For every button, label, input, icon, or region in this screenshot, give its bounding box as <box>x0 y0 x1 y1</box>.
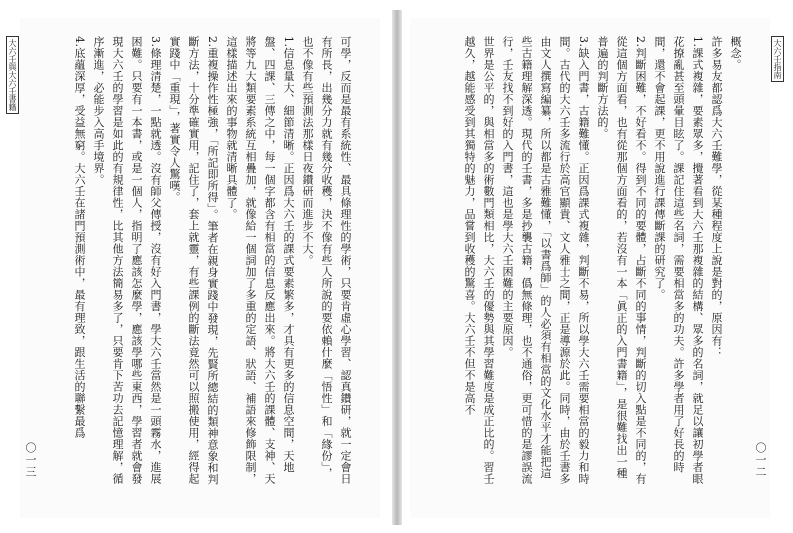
page-number-left: 〇一三 <box>24 442 37 478</box>
paragraph: 3.缺入門書，古籍難懂。正因爲課式複雜，判斷不易，所以學大六壬需要相當的毅力和時間。古代的大六壬多流行於高官顯貴、文人雅士之間，正是導源於此。同時，由於壬書多由文人撰寫編纂，所以都是古雅難懂，「以書爲師」的人必須有相當的文化水平才能把這些古籍理解深透。現代的壬書，多是抄襲古籍，僞無條理，也不通俗，更可惜的是謬誤流行，壬友找不到好的入門書，這也是學大六壬困難的主要原因。 <box>501 36 590 485</box>
paragraph: 世界是公平的，與相當多的術數門類相比，大六壬的優勢與其學習難度是成正比的。習壬越久，越能感受到其獨特的魅力，品嘗到收穫的驚喜。大六壬不但不是高不 <box>463 36 495 485</box>
book-gutter <box>392 10 402 525</box>
paragraph: 1.課式複雜，要素眾多，攪著看到大六壬那複雜的結構、眾多的名詞，就足以讓初學者眼花撩亂甚至頭暈目眩了。課記住這些名詞，需要相當多的功夫。許多學者用了好長的時間，還不會起課，更不用說進行課傳斷課的研究了。 <box>653 36 704 485</box>
paragraph: 3.條理清楚，一點就透。沒有師父傳授，沒有好入門書，學大六壬當然是一頭霧水，進展困難。只要有一本書，或是一個人，指明了應該怎麼學，應該學哪些東西，學習者就會發現大六壬的學習是如此的有規律性，比其他方法簡易多了，只要肯下苦功去記憶理解，循序漸進，必能步入高手境界。 <box>92 36 162 485</box>
running-header-right: 大六壬指南 <box>771 36 784 82</box>
paragraph: 許多易友都認爲大六壬難學，從某種程度上說是對的，原因有： <box>710 36 723 358</box>
paragraph: 2.判斷困難，不好看不。得到不同的要體，占斷不同的事情，判斷的切入點是不同的，有從這個方面看，也有從那個方面看的，若沒有一本「眞正的入門書籍」，是很難找出一種普遍的判斷方法的。 <box>596 36 647 485</box>
left-page <box>8 18 380 518</box>
paragraph: 概念。 <box>729 36 742 71</box>
paragraph: 1.信息量大、細節清晰。正因爲大六壬的課式要素繁多，才具有更多的信息空間，天地盤、四課、三傳之中，每一個字都含有相當的信息反應出來。將大六壬的課體、支神、天將等九大類要素系統互相疊加，就像給一個詞加了多重的定語、狀語、補語來修飾限制，這樣描述出來的事物就清晰具體了。 <box>225 36 295 485</box>
paragraph: 4.底蘊深厚，受益無窮。大六壬在諸門預測術中，最有理致，跟生活的聯繫最爲 <box>73 36 86 439</box>
right-page <box>410 18 782 518</box>
running-header-left: 大六壬與大六壬書籍 <box>6 36 19 114</box>
page-number-right: 〇一二 <box>754 442 767 478</box>
paragraph: 可學，反而是最有系統性、最具條理性的學術，只要肯虛心學習、認真鑽研，就一定會日有所長，出幾分力就有幾分收穫，決不像有些人所說的要依賴什麼「悟性」和「緣份」，也不像有些預測法那樣日夜鑽研而進步不大。 <box>301 36 352 485</box>
left-page-text <box>40 36 355 486</box>
paragraph: 2.重複操作性極強，「所記即所得」。筆者在親身實踐中發現，先賢所總結的類神意象和判斷方法，十分準確實用，記住了，套上就靈，有些課例的斷法竟然可以照搬使用，經得起實踐中「重現」，著實令人驚嘆。 <box>168 36 219 485</box>
right-page-text <box>430 36 745 486</box>
